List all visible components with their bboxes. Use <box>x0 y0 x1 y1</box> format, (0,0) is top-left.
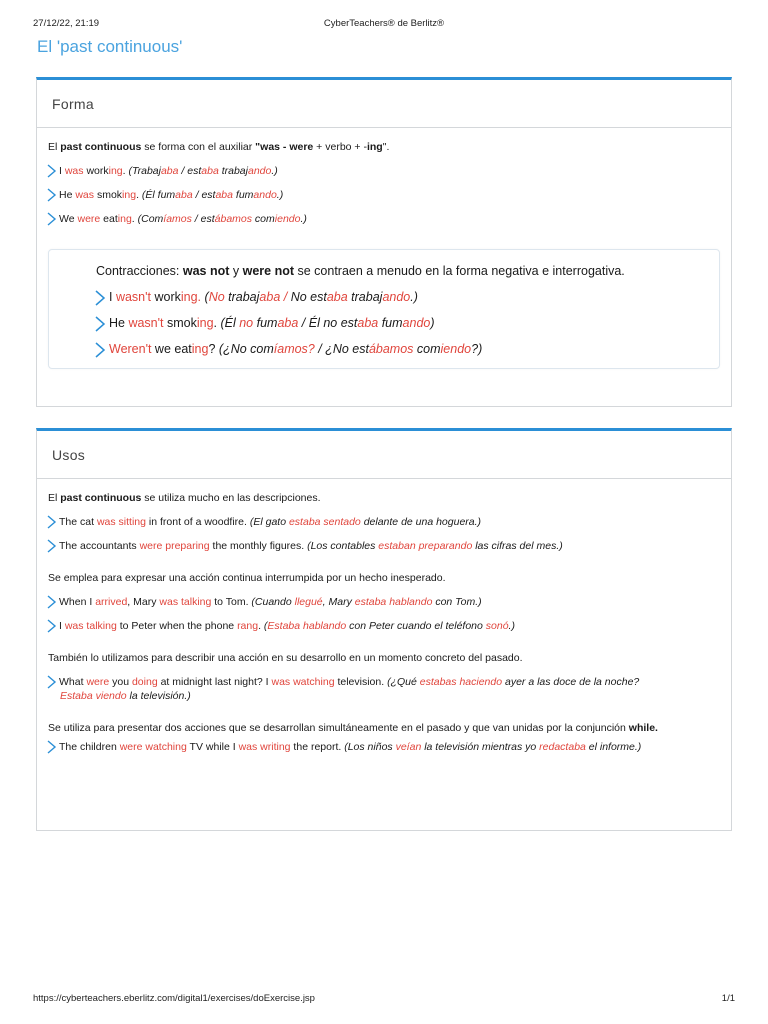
text-segment: was <box>64 165 84 177</box>
text-segment: were not <box>242 264 295 278</box>
text-segment: . <box>122 165 129 177</box>
text-segment: estaban preparando <box>378 540 473 552</box>
forma-card-header: Forma <box>37 80 731 128</box>
print-url: https://cyberteachers.eberlitz.com/digital1/exercises/doExercise.jsp <box>33 993 315 1004</box>
text-segment: ando <box>247 165 272 177</box>
text-segment: (Com <box>137 213 164 225</box>
text-segment: iendo <box>440 342 472 356</box>
text-segment: . <box>258 620 264 632</box>
forma-example-3 <box>48 212 731 226</box>
text-segment: (¿No com <box>218 342 274 356</box>
text-segment: ( <box>204 290 209 304</box>
text-segment: we eat <box>151 342 192 356</box>
text-segment: (Cuando <box>251 596 295 608</box>
chevron-right-icon <box>46 675 58 689</box>
text-segment: was talking <box>159 596 212 608</box>
text-segment: / est <box>178 165 202 177</box>
text-segment: (Los niños <box>344 741 396 753</box>
midnight-continuation <box>59 689 731 703</box>
text-segment: . <box>136 189 142 201</box>
chevron-right-icon <box>94 290 107 306</box>
text-segment: ayer a las doce de la noche? <box>502 676 640 688</box>
usos-example-arrived <box>48 595 731 609</box>
text-segment: estaba sentado <box>288 516 361 528</box>
text-segment: We <box>59 213 78 225</box>
print-header <box>0 18 768 32</box>
text-segment: íamos? <box>273 342 315 356</box>
text-segment: When I <box>59 596 96 608</box>
text-segment: ? <box>208 342 219 356</box>
chevron-right-icon <box>94 316 107 332</box>
chevron-right-icon <box>46 515 58 529</box>
forma-example-1 <box>48 164 731 178</box>
text-segment: Se utiliza para presentar dos acciones que se desarrollan simultáneamente en el pasado y que van unidas por la conjunción <box>48 722 629 734</box>
text-segment: was talking <box>64 620 117 632</box>
intro-bold: past continuous <box>60 141 142 153</box>
chevron-right-icon <box>46 188 58 202</box>
text-segment: work <box>151 290 181 304</box>
text-segment: fum <box>233 189 254 201</box>
usos-example-midnight <box>48 675 731 703</box>
text-segment: No <box>208 290 225 304</box>
text-segment: the monthly figures. <box>209 540 308 552</box>
text-segment: eat <box>100 213 118 225</box>
text-segment: I <box>59 165 65 177</box>
forma-card-body <box>37 128 731 369</box>
text-segment: íamos <box>163 213 192 225</box>
chevron-right-icon <box>46 619 58 633</box>
text-segment: smok <box>94 189 123 201</box>
text-segment: The children <box>59 741 120 753</box>
chevron-right-icon <box>94 342 107 358</box>
page-title: El 'past continuous' <box>37 37 183 56</box>
usos-example-cat <box>48 515 731 529</box>
text-segment: was sitting <box>96 516 146 528</box>
text-segment: .) <box>410 290 418 304</box>
text-segment: ando <box>402 316 431 330</box>
text-segment: ) <box>430 316 435 330</box>
chevron-right-icon <box>46 740 58 754</box>
text-segment: las cifras del mes.) <box>472 540 563 552</box>
text-segment: aba <box>215 189 233 201</box>
text-segment: aba <box>201 165 219 177</box>
text-segment: ing <box>196 316 214 330</box>
usos-example-phone <box>48 619 731 633</box>
intro-bold: ing <box>366 141 383 153</box>
text-segment: ábamos <box>368 342 414 356</box>
usos-intro-descriptions <box>48 491 731 505</box>
intro-text: se forma con el auxiliar <box>141 141 256 153</box>
text-segment: aba <box>326 290 348 304</box>
contraction-example-2 <box>96 314 719 332</box>
text-segment: aba <box>277 316 299 330</box>
chevron-right-icon <box>46 212 58 226</box>
text-segment: (Los contables <box>307 540 379 552</box>
contractions-box <box>48 249 720 369</box>
text-segment: the report. <box>290 741 345 753</box>
chevron-right-icon <box>46 539 58 553</box>
usos-intro-while <box>48 721 731 735</box>
text-segment: fum <box>253 316 278 330</box>
text-segment: (¿Qué <box>387 676 420 688</box>
text-segment: estabas haciendo <box>419 676 503 688</box>
text-segment: no <box>239 316 254 330</box>
text-segment: .) <box>300 213 307 225</box>
text-segment: También lo utilizamos para describir una acción en su desarrollo en un momento concreto del pasado. <box>48 652 523 664</box>
text-segment: y <box>229 264 243 278</box>
text-segment: / est <box>191 213 215 225</box>
text-segment: was watching <box>271 676 335 688</box>
text-segment: were watching <box>119 741 187 753</box>
text-segment: , Mary <box>322 596 355 608</box>
text-segment: aba <box>160 165 179 177</box>
text-segment: ando <box>253 189 277 201</box>
text-segment: television. <box>334 676 388 688</box>
text-segment: smok <box>163 316 197 330</box>
text-segment: were <box>86 676 110 688</box>
text-segment: (Él <box>220 316 240 330</box>
text-segment: ing <box>122 189 137 201</box>
text-segment: He <box>59 189 76 201</box>
usos-example-accountants <box>48 539 731 553</box>
text-segment: se contraen a menudo en la forma negativa e interrogativa. <box>294 264 625 278</box>
text-segment: wasn't <box>115 290 151 304</box>
text-segment: / est <box>192 189 216 201</box>
text-segment: Se emplea para expresar una acción continua interrumpida por un hecho inesperado. <box>48 572 446 584</box>
print-site-name: CyberTeachers® de Berlitz® <box>323 18 445 29</box>
contractions-intro <box>96 262 719 280</box>
text-segment: were <box>77 213 101 225</box>
text-segment: What <box>59 676 87 688</box>
usos-intro-moment <box>48 651 731 665</box>
text-segment: / ¿No est <box>314 342 369 356</box>
text-segment: ?) <box>471 342 483 356</box>
intro-text: ". <box>382 141 390 153</box>
text-segment: was <box>75 189 95 201</box>
text-segment: El <box>48 492 61 504</box>
text-segment: (Él fum <box>141 189 176 201</box>
text-segment: aba <box>357 316 379 330</box>
text-segment: fum <box>378 316 403 330</box>
text-segment: The accountants <box>59 540 140 552</box>
usos-card <box>36 428 732 831</box>
text-segment: la televisión.) <box>126 690 191 702</box>
usos-card-header: Usos <box>37 431 731 479</box>
text-segment: (El gato <box>249 516 289 528</box>
text-segment: ábamos <box>214 213 253 225</box>
text-segment: / Él no est <box>298 316 358 330</box>
text-segment: , Mary <box>127 596 160 608</box>
intro-bold: "was - were <box>255 141 314 153</box>
text-segment: com <box>413 342 441 356</box>
forma-example-2 <box>48 188 731 202</box>
text-segment: con Tom.) <box>432 596 482 608</box>
text-segment: trabaj <box>224 290 260 304</box>
text-segment: ing <box>191 342 209 356</box>
text-segment: rang <box>237 620 259 632</box>
text-segment: . <box>131 213 138 225</box>
chevron-right-icon <box>46 164 58 178</box>
text-segment: com <box>252 213 275 225</box>
forma-card <box>36 77 732 407</box>
text-segment: while. <box>628 722 658 734</box>
contraction-example-3 <box>96 340 719 358</box>
text-segment: la televisión mientras yo <box>421 741 540 753</box>
text-segment: I <box>59 620 65 632</box>
text-segment: was writing <box>238 741 291 753</box>
print-date: 27/12/22, 21:19 <box>33 18 100 29</box>
text-segment: delante de una hoguera.) <box>360 516 482 528</box>
text-segment: ( <box>263 620 268 632</box>
text-segment: Estaba viendo <box>60 690 127 702</box>
text-segment: aba / <box>259 290 288 304</box>
chevron-right-icon <box>46 595 58 609</box>
text-segment: you <box>109 676 132 688</box>
text-segment: ing. <box>180 290 202 304</box>
text-segment: trabaj <box>347 290 383 304</box>
text-segment: iendo <box>274 213 301 225</box>
text-segment: at midnight last night? I <box>157 676 272 688</box>
text-segment: wasn't <box>128 316 164 330</box>
usos-example-children <box>48 740 731 754</box>
text-segment: in front of a woodfire. <box>145 516 250 528</box>
contraction-example-1 <box>96 288 719 306</box>
text-segment: TV while I <box>186 741 239 753</box>
text-segment: ing <box>117 213 132 225</box>
usos-intro-interrupted <box>48 571 731 585</box>
text-segment: The cat <box>59 516 97 528</box>
text-segment: con Peter cuando el teléfono <box>346 620 486 632</box>
text-segment: Estaba hablando <box>267 620 347 632</box>
text-segment: sonó <box>485 620 509 632</box>
text-segment: Weren't <box>109 342 152 356</box>
text-segment: .) <box>276 189 284 201</box>
text-segment: He <box>109 316 129 330</box>
text-segment: ando <box>382 290 411 304</box>
text-segment: doing <box>131 676 158 688</box>
text-segment: .) <box>508 620 515 632</box>
text-segment: redactaba <box>539 741 586 753</box>
text-segment: . <box>213 316 221 330</box>
text-segment: No est <box>287 290 327 304</box>
text-segment: llegué <box>294 596 323 608</box>
forma-intro <box>48 140 731 154</box>
text-segment: aba <box>175 189 193 201</box>
text-segment: el informe.) <box>585 741 642 753</box>
text-segment: estaba hablando <box>354 596 433 608</box>
text-segment: (Trabaj <box>128 165 161 177</box>
text-segment: past continuous <box>60 492 142 504</box>
text-segment: work <box>83 165 109 177</box>
text-segment: I <box>109 290 116 304</box>
text-segment: were preparing <box>139 540 210 552</box>
text-segment: trabaj <box>218 165 248 177</box>
text-segment: was not <box>182 264 230 278</box>
text-segment: ing <box>108 165 123 177</box>
text-segment: Contracciones: <box>96 264 183 278</box>
text-segment: se utiliza mucho en las descripciones. <box>141 492 321 504</box>
intro-text: + verbo + - <box>313 141 367 153</box>
text-segment: to Peter when the phone <box>116 620 238 632</box>
usos-card-body <box>37 479 731 754</box>
text-segment: arrived <box>95 596 128 608</box>
text-segment: to Tom. <box>211 596 252 608</box>
intro-text: El <box>48 141 61 153</box>
text-segment: .) <box>271 165 278 177</box>
print-page-number: 1/1 <box>721 993 735 1004</box>
text-segment: veían <box>395 741 422 753</box>
